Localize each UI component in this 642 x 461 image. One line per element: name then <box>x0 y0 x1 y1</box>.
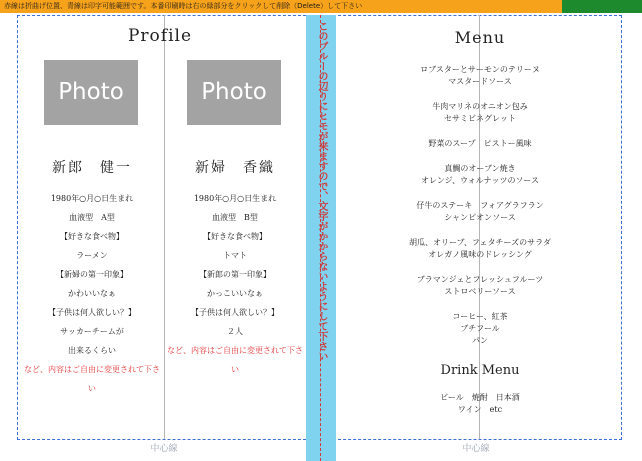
menu-line: パン <box>472 336 488 345</box>
groom-edit-note: など、内容はご自由に変更されて下さい <box>24 365 160 393</box>
menu-line: ブラマンジェとフレッシュフルーツ <box>416 275 544 284</box>
menu-title: Menu <box>454 28 506 47</box>
menu-line: セサミビネグレット <box>444 114 516 123</box>
menu-line: 仔牛のステーキ フォアグラフラン <box>416 201 544 210</box>
drink-menu-title: Drink Menu <box>440 363 520 378</box>
groom-photo[interactable]: Photo <box>44 60 138 125</box>
right-center-label: 中心線 <box>462 444 490 454</box>
groom-line: ラーメン <box>76 251 108 260</box>
menu-line: 胡瓜、オリーブ、フェタチーズのサラダ <box>408 238 552 247</box>
bride-name: 新婦 香織 <box>195 160 275 176</box>
menu-item <box>395 163 565 187</box>
bride-line: 【好きな食べ物】 <box>203 232 267 241</box>
bride-line: ２人 <box>227 327 243 336</box>
notice-text: 赤線は折曲げ位置、青線は印字可能範囲です。本番印刷時は右の緑部分をクリックして削除（Delete）して下さい <box>4 2 363 10</box>
top-notice-bar <box>0 0 642 13</box>
menu-item <box>395 101 565 125</box>
menu-line: 牛肉マリネのオニオン包み <box>432 102 528 111</box>
bride-profile <box>165 158 305 379</box>
menu-line: オレンジ、ウォルナッツのソース <box>421 176 539 185</box>
bride-line: 【子供は何人欲しい？】 <box>191 308 279 317</box>
menu-item <box>395 274 565 298</box>
menu-item <box>395 237 565 261</box>
groom-line: 【子供は何人欲しい？】 <box>48 308 136 317</box>
bride-edit-note: など、内容はご自由に変更されて下さい <box>167 346 303 374</box>
left-center-label: 中心線 <box>150 444 178 454</box>
menu-line: シャンピオンソース <box>444 213 516 222</box>
profile-title: Profile <box>127 26 193 46</box>
menu-line: 真鯛のオーブン焼き <box>444 164 516 173</box>
bride-photo[interactable]: Photo <box>187 60 281 125</box>
bride-line: 血液型 B型 <box>212 213 258 222</box>
menu-item <box>395 311 565 347</box>
bride-line: 【新郎の第一印象】 <box>199 270 271 279</box>
groom-line: サッカーチームが <box>60 327 124 336</box>
drink-list <box>420 392 540 416</box>
menu-line: オレガノ風味のドレッシング <box>428 250 532 259</box>
groom-line: 1980年○月○日生まれ <box>50 194 134 203</box>
menu-line: ブチフール <box>460 324 500 333</box>
menu-list <box>395 64 565 360</box>
drink-line: ワイン etc <box>457 405 503 414</box>
menu-line: 野菜のスープ ピストー風味 <box>428 139 532 148</box>
menu-item <box>395 138 565 150</box>
menu-line: コーヒー、紅茶 <box>452 312 508 321</box>
groom-line: 【新婦の第一印象】 <box>56 270 128 279</box>
groom-profile <box>22 158 162 398</box>
groom-line: かわいいなぁ <box>68 289 116 298</box>
menu-line: ストロベリーソース <box>444 287 516 296</box>
menu-item <box>395 64 565 88</box>
drink-line: ビール 焼酎 日本酒 <box>440 393 520 402</box>
menu-item <box>395 200 565 224</box>
menu-line: マスタードソース <box>448 77 512 86</box>
delete-guide-area[interactable] <box>562 0 642 13</box>
groom-line: 血液型 A型 <box>69 213 115 222</box>
fold-note: このブルーの辺りにヒモが来ますので、文字がかからないようにして下さい <box>316 21 327 361</box>
groom-name: 新郎 健一 <box>52 160 132 176</box>
menu-line: ロブスターとサーモンのテリーヌ <box>420 65 540 74</box>
bride-line: 1980年○月○日生まれ <box>193 194 277 203</box>
groom-line: 【好きな食べ物】 <box>60 232 124 241</box>
fold-band <box>306 15 336 461</box>
bride-line: かっこいいなぁ <box>207 289 263 298</box>
groom-line: 出来るくらい <box>68 346 116 355</box>
bride-line: トマト <box>223 251 247 260</box>
